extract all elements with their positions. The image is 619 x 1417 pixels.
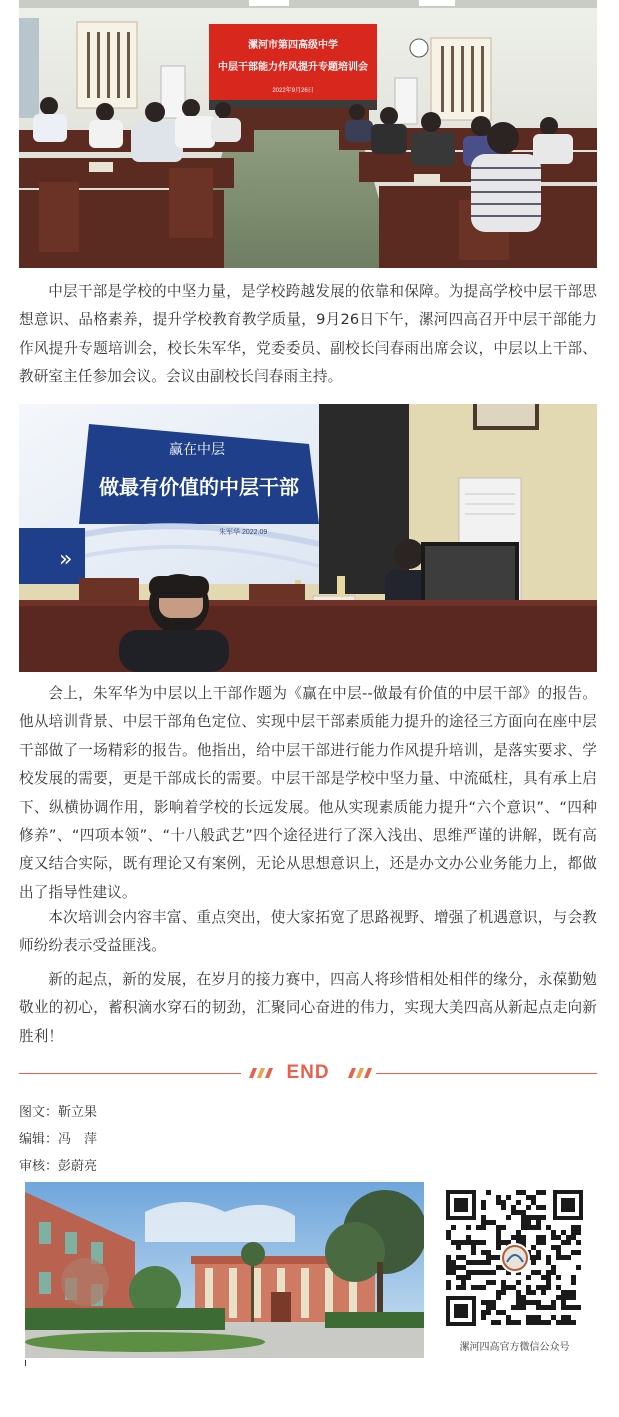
slide-subtitle: 赢在中层 — [169, 442, 225, 458]
banner-meeting-title: 中层干部能力作风提升专题培训会 — [218, 62, 368, 73]
end-divider — [19, 1060, 597, 1086]
campus-photo — [25, 1182, 424, 1358]
paragraph-report: 会上，朱军华为中层以上干部作题为《赢在中层--做最有价值的中层干部》的报告。他从培训背景、中层干部角色定位、实现中层干部素质能力提升的途径三方面向在座中层干部做了一场精彩的报告。他指出，给中层干部进行能力作风提升培训，是落实要求、学校发展的需要，更是干部成长的需要。中层干部是学校中坚力量、中流砥柱，具有承上启下、纵横协调作用，影响着学校的长远发展。他从实现素质能力提升“六个意识”、“四种修养”、“四项本领”、“十八般武艺”四个途径进行了深入浅出、思维严谨的讲解，既有高度又结合实际，既有理论又有案例，无论从思想意识上，还是办文办公业务能力上，都做出了指导性建议。 — [19, 685, 597, 901]
slide-footer: 朱军华 2022.09 — [219, 529, 268, 536]
text-cursor-mark — [25, 1360, 26, 1366]
credit-author: 图文：靳立果 — [19, 1105, 98, 1120]
slash-decoration-right-icon — [344, 1068, 372, 1078]
meeting-hall-photo — [19, 0, 597, 268]
qr-code-panel — [432, 1182, 597, 1358]
banner-school-name: 漯河市第四高级中学 — [248, 40, 338, 51]
end-label: END — [286, 1062, 330, 1083]
paragraph-intro: 中层干部是学校的中坚力量，是学校跨越发展的依靠和保障。为提高学校中层干部思想意识、品格素养，提升学校教育教学质量，9月26日下午，漯河四高召开中层干部能力作风提升专题培训会，校长朱军华，党委委员、副校长闫春雨出席会议，中层以上干部、教研室主任参加会议。会议由副校长闫春雨主持。 — [19, 283, 597, 386]
paragraph-summary: 本次培训会内容丰富、重点突出，使大家拓宽了思路视野、增强了机遇意识，与会教师纷纷表示受益匪浅。 — [19, 909, 597, 955]
credit-editor: 编辑：冯 萍 — [19, 1132, 98, 1147]
paragraph-closing: 新的起点，新的发展，在岁月的接力赛中，四高人将珍惜相处相伴的缘分，永葆勤勉敬业的初心，蓄积滴水穿石的韧劲，汇聚同心奋进的伟力，实现大美四高从新起点走向新胜利！ — [19, 971, 597, 1045]
slide-title: 做最有价值的中层干部 — [99, 475, 299, 499]
slide-arrow-icon: » — [59, 547, 73, 572]
banner-date: 2022年9月26日 — [272, 88, 314, 94]
end-line-right — [376, 1073, 597, 1074]
speaker-photo — [19, 404, 597, 672]
credit-reviewer: 审核：彭蔚亮 — [19, 1159, 98, 1174]
qr-code-icon — [432, 1182, 597, 1338]
qr-caption: 漯河四高官方微信公众号 — [459, 1342, 570, 1353]
